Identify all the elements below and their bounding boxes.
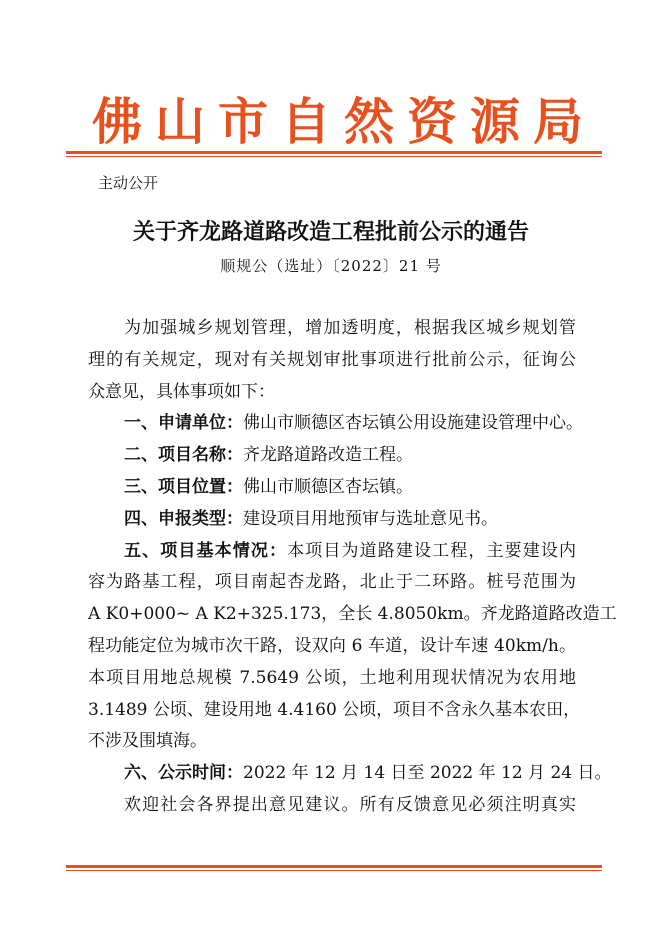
document-title: 关于齐龙路道路改造工程批前公示的通告 bbox=[132, 219, 529, 245]
disclosure-tag: 主动公开 bbox=[98, 174, 159, 192]
basic-info-line: 容为路基工程，项目南起杏龙路，北止于二环路。桩号范围为 bbox=[88, 572, 576, 593]
item-label: 二、项目名称： bbox=[124, 445, 243, 466]
item-label: 三、项目位置： bbox=[124, 476, 243, 497]
intro-line: 为加强城乡规划管理，增加透明度，根据我区城乡规划管 bbox=[124, 318, 576, 338]
basic-info-line: 不涉及围填海。 bbox=[88, 731, 207, 752]
item-text: 佛山市顺德区杏坛镇。 bbox=[243, 476, 413, 497]
item-applicant bbox=[88, 408, 583, 440]
item-text: 建设项目用地预审与选址意见书。 bbox=[243, 508, 498, 529]
header-rule bbox=[66, 151, 602, 157]
item-publicity-time bbox=[88, 758, 612, 790]
basic-info-line bbox=[88, 536, 576, 568]
item-label: 一、申请单位： bbox=[124, 413, 243, 434]
item-label: 六、公示时间： bbox=[124, 763, 243, 784]
item-text: 齐龙路道路改造工程。 bbox=[243, 445, 413, 466]
footer-rule bbox=[66, 865, 602, 871]
basic-text: 本项目为道路建设工程，主要建设内 bbox=[287, 540, 576, 561]
item-text: 2022 年 12 月 14 日至 2022 年 12 月 24 日。 bbox=[243, 763, 612, 784]
document-number: 顺规公（选址）〔2022〕21 号 bbox=[220, 257, 442, 275]
item-label: 五、项目基本情况： bbox=[124, 540, 288, 561]
basic-info-line: 本项目用地总规模 7.5649 公顷，土地利用现状情况为农用地 bbox=[88, 667, 576, 688]
document-body bbox=[88, 313, 617, 822]
basic-info-line: 3.1489 公顷、建设用地 4.4160 公顷，项目不含永久基本农田， bbox=[88, 699, 581, 720]
item-project-name bbox=[88, 440, 576, 472]
closing-line: 欢迎社会各界提出意见建议。所有反馈意见必须注明真实 bbox=[124, 794, 576, 815]
item-location bbox=[88, 472, 576, 504]
item-text: 佛山市顺德区杏坛镇公用设施建设管理中心。 bbox=[243, 413, 583, 434]
intro-line: 理的有关规定，现对有关规划审批事项进行批前公示，征询公 bbox=[88, 349, 576, 370]
agency-masthead: 佛山市自然资源局 bbox=[92, 92, 596, 151]
intro-line: 众意见，具体事项如下： bbox=[88, 381, 275, 402]
item-label: 四、申报类型： bbox=[124, 508, 243, 529]
basic-info-line: A K0+000~ A K2+325.173，全长 4.8050km。齐龙路道路改造工 bbox=[88, 604, 617, 625]
item-type bbox=[88, 504, 576, 536]
basic-info-line: 程功能定位为城市次干路，设双向 6 车道，设计车速 40km/h。 bbox=[88, 635, 576, 656]
